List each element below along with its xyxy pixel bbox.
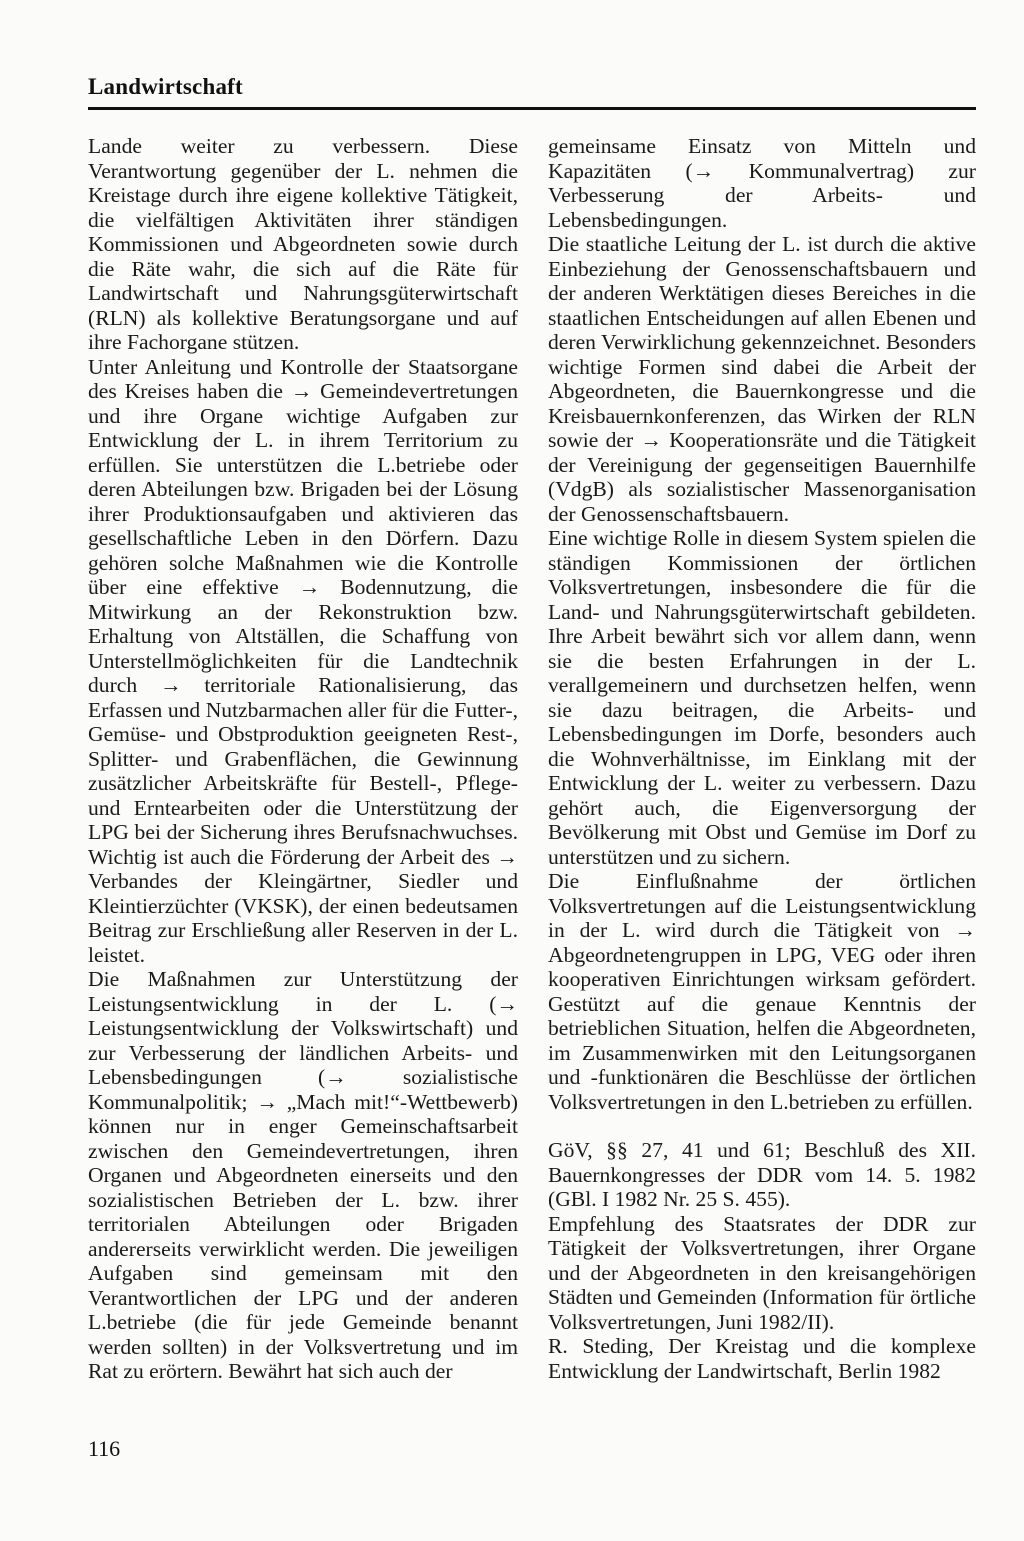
paragraph: Die Maßnahmen zur Unterstützung der Leistungsentwicklung in der L. (→ Leistungsentwicklung der Volkswirtschaft) und zur Verbesserung der ländlichen Arbeits- und Lebensbedingungen (→ sozialistische Kommunalpolitik; → „Mach mit!“-Wettbewerb) können nur in enger Gemeinschaftsarbeit zwischen den Gemeindevertretungen, ihren Organen und Abgeordneten einerseits und den sozialistischen Betrieben der L. bzw. ihrer territorialen Abteilungen oder Brigaden andererseits verwirklicht werden. Die jeweiligen Aufgaben sind gemeinsam mit den Verantwortlichen der LPG und der anderen L.betriebe (die für jede Gemeinde benannt werden sollten) in der Volksvertretung und im Rat zu erörtern. Bewährt hat sich auch der	[88, 967, 518, 1383]
reference: GöV, §§ 27, 41 und 61; Beschluß des XII. Bauernkongresses der DDR vom 14. 5. 1982 (GBl. I 1982 Nr. 25 S. 455).	[548, 1138, 976, 1211]
running-head: Landwirtschaft	[88, 74, 243, 99]
paragraph: Die Einflußnahme der örtlichen Volksvertretungen auf die Leistungsentwicklung in der L. wird durch die Tätigkeit von → Abgeordnetengruppen in LPG, VEG oder ihren kooperativen Einrichtungen wirksam gefördert. Gestützt auf die genaue Kenntnis der betrieblichen Situation, helfen die Abgeordneten, im Zusammenwirken mit den Leitungsorganen und -funktionären die Beschlüsse der örtlichen Volksvertretungen in den L.betrieben zu erfüllen.	[548, 869, 976, 1114]
left-column	[88, 134, 518, 1384]
reference: R. Steding, Der Kreistag und die komplexe Entwicklung der Landwirtschaft, Berlin 1982	[548, 1334, 976, 1383]
paragraph: Unter Anleitung und Kontrolle der Staatsorgane des Kreises haben die → Gemeindevertretungen und ihre Organe wichtige Aufgaben zur Entwicklung der L. in ihrem Territorium zu erfüllen. Sie unterstützen die L.betriebe oder deren Abteilungen bzw. Brigaden bei der Lösung ihrer Produktionsaufgaben und aktivieren das gesellschaftliche Leben in den Dörfern. Dazu gehören solche Maßnahmen wie die Kontrolle über eine effektive → Bodennutzung, die Mitwirkung an der Rekonstruktion bzw. Erhaltung von Altställen, die Schaffung von Unterstellmöglichkeiten für die Landtechnik durch → territoriale Rationalisierung, das Erfassen und Nutzbarmachen aller für die Futter-, Gemüse- und Obstproduktion geeigneten Rest-, Splitter- und Grabenflächen, die Gewinnung zusätzlicher Arbeitskräfte für Bestell-, Pflege- und Erntearbeiten oder die Unterstützung der LPG bei der Sicherung ihres Berufsnachwuchses. Wichtig ist auch die Förderung der Arbeit des → Verbandes der Kleingärtner, Siedler und Kleintierzüchter (VKSK), der einen bedeutsamen Beitrag zur Erschließung aller Reserven in der L. leistet.	[88, 354, 518, 967]
running-head-rule	[88, 107, 976, 110]
page-number: 116	[88, 1436, 121, 1461]
right-column	[548, 134, 976, 1383]
paragraph: gemeinsame Einsatz von Mitteln und Kapazitäten (→ Kommunalvertrag) zur Verbesserung der Arbeits- und Lebensbedingungen.	[548, 134, 976, 232]
paragraph: Lande weiter zu verbessern. Diese Verantwortung gegenüber der L. nehmen die Kreistage durch ihre eigene kollektive Tätigkeit, die vielfältigen Aktivitäten ihrer ständigen Kommissionen und Abgeordneten sowie durch die Räte wahr, die sich auf die Räte für Landwirtschaft und Nahrungsgüterwirtschaft (RLN) als kollektive Beratungsorgane und auf ihre Fachorgane stützen.	[88, 134, 518, 354]
paragraph: Eine wichtige Rolle in diesem System spielen die ständigen Kommissionen der örtlichen Volksvertretungen, insbesondere die für die Land- und Nahrungsgüterwirtschaft gebildeten. Ihre Arbeit bewährt sich vor allem dann, wenn sie die besten Erfahrungen in der L. verallgemeinern und durchsetzen helfen, wenn sie dazu beitragen, die Arbeits- und Lebensbedingungen im Dorfe, besonders auch die Wohnverhältnisse, im Einklang mit der Entwicklung der L. weiter zu verbessern. Dazu gehört auch, die Eigenversorgung der Bevölkerung mit Obst und Gemüse im Dorf zu unterstützen und zu sichern.	[548, 526, 976, 869]
reference: Empfehlung des Staatsrates der DDR zur Tätigkeit der Volksvertretungen, ihrer Organe und der Abgeordneten in den kreisangehörigen Städten und Gemeinden (Information für örtliche Volksvertretungen, Juni 1982/II).	[548, 1211, 976, 1334]
paragraph: Die staatliche Leitung der L. ist durch die aktive Einbeziehung der Genossenschaftsbauern und der anderen Werktätigen dieses Bereiches in die staatlichen Entscheidungen auf allen Ebenen und deren Verwirklichung gekennzeichnet. Besonders wichtige Formen sind dabei die Arbeit der Abgeordneten, die Bauernkongresse und die Kreisbauernkonferenzen, das Wirken der RLN sowie der → Kooperationsräte und die Tätigkeit der Vereinigung der gegenseitigen Bauernhilfe (VdgB) als sozialistischer Massenorganisation der Genossenschaftsbauern.	[548, 232, 976, 526]
